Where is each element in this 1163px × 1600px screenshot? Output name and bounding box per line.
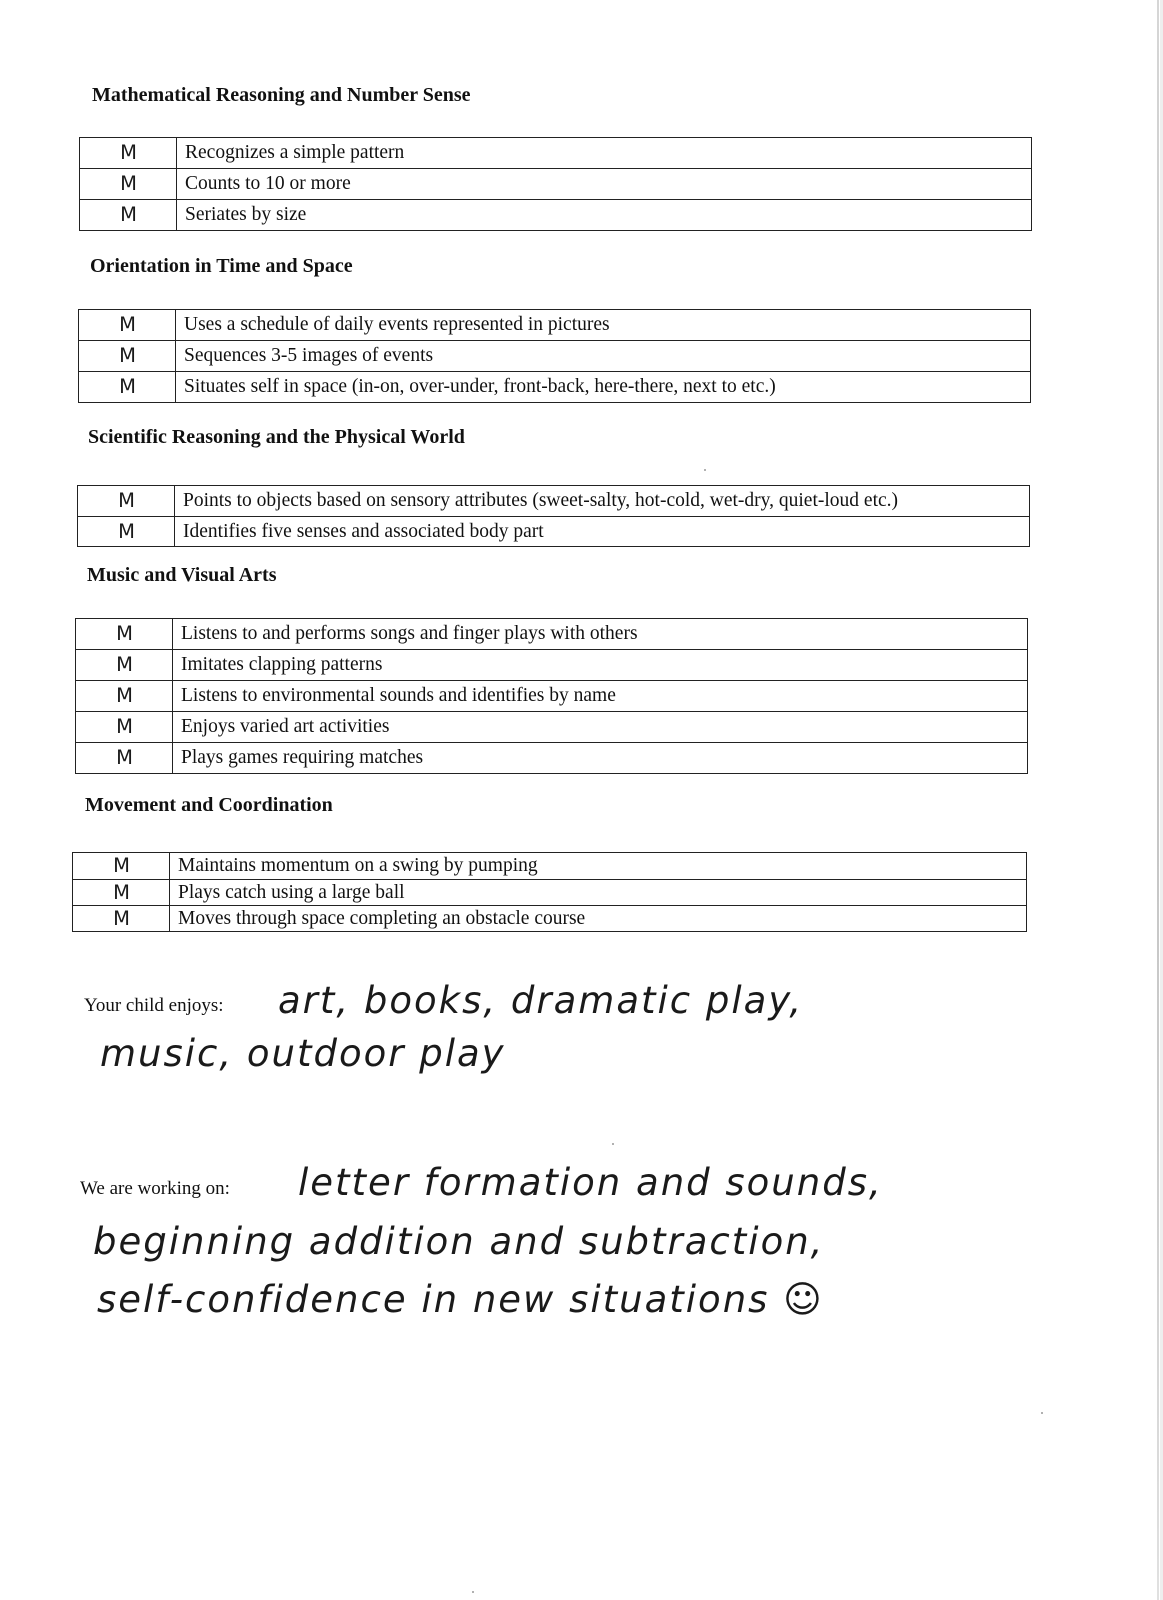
mastery-mark: M [76, 619, 173, 650]
table-row [79, 341, 1031, 372]
working-on-label: We are working on: [80, 1178, 230, 1199]
skill-description: Seriates by size [177, 200, 1032, 231]
skill-description: Situates self in space (in-on, over-under, front-back, here-there, next to etc.) [176, 372, 1031, 403]
mastery-mark: M [73, 853, 170, 880]
mastery-mark: M [73, 880, 170, 906]
working-on-handwritten-line-3: self-confidence in new situations ☺ [97, 1278, 824, 1321]
skill-description: Enjoys varied art activities [173, 712, 1028, 743]
table-row [76, 650, 1028, 681]
table-row [78, 517, 1030, 547]
scan-speck [704, 469, 706, 471]
scan-edge-line [1157, 0, 1159, 1600]
scan-speck [1041, 1412, 1043, 1414]
mastery-mark: M [76, 743, 173, 774]
skill-description: Listens to and performs songs and finger plays with others [173, 619, 1028, 650]
skills-table-math [79, 137, 1032, 231]
skill-description: Listens to environmental sounds and identifies by name [173, 681, 1028, 712]
mastery-mark: M [73, 906, 170, 932]
skill-description: Plays games requiring matches [173, 743, 1028, 774]
table-row [78, 486, 1030, 517]
table-row [79, 310, 1031, 341]
table-row [73, 906, 1027, 932]
section-title-scientific: Scientific Reasoning and the Physical World [88, 426, 465, 448]
enjoys-label: Your child enjoys: [84, 995, 224, 1016]
table-row [80, 138, 1032, 169]
table-row [76, 712, 1028, 743]
section-title-movement: Movement and Coordination [85, 794, 333, 816]
skill-description: Identifies five senses and associated body part [175, 517, 1030, 547]
working-on-handwritten-line-2: beginning addition and subtraction, [93, 1220, 825, 1263]
skill-description: Maintains momentum on a swing by pumping [170, 853, 1027, 880]
table-row [80, 200, 1032, 231]
skills-table-scientific [77, 485, 1030, 547]
section-title-math: Mathematical Reasoning and Number Sense [92, 84, 471, 106]
mastery-mark: M [78, 486, 175, 517]
skill-description: Imitates clapping patterns [173, 650, 1028, 681]
section-title-orientation: Orientation in Time and Space [90, 255, 353, 277]
section-title-music: Music and Visual Arts [87, 564, 277, 586]
skill-description: Counts to 10 or more [177, 169, 1032, 200]
table-row [76, 681, 1028, 712]
skills-table-movement [72, 852, 1027, 932]
skill-description: Sequences 3-5 images of events [176, 341, 1031, 372]
skills-table-orientation [78, 309, 1031, 403]
mastery-mark: M [79, 310, 176, 341]
enjoys-handwritten-line-1: art, books, dramatic play, [278, 979, 804, 1022]
mastery-mark: M [79, 372, 176, 403]
table-row [73, 853, 1027, 880]
mastery-mark: M [76, 650, 173, 681]
mastery-mark: M [78, 517, 175, 547]
table-row [76, 743, 1028, 774]
mastery-mark: M [76, 681, 173, 712]
mastery-mark: M [80, 169, 177, 200]
table-row [79, 372, 1031, 403]
mastery-mark: M [76, 712, 173, 743]
enjoys-handwritten-line-2: music, outdoor play [100, 1032, 506, 1075]
mastery-mark: M [80, 138, 177, 169]
skill-description: Recognizes a simple pattern [177, 138, 1032, 169]
scan-speck [612, 1143, 614, 1145]
scan-speck [472, 1591, 474, 1593]
skill-description: Plays catch using a large ball [170, 880, 1027, 906]
skill-description: Moves through space completing an obstacle course [170, 906, 1027, 932]
table-row [76, 619, 1028, 650]
skill-description: Points to objects based on sensory attributes (sweet-salty, hot-cold, wet-dry, quiet-loud etc.) [175, 486, 1030, 517]
mastery-mark: M [79, 341, 176, 372]
table-row [73, 880, 1027, 906]
skills-table-music [75, 618, 1028, 774]
mastery-mark: M [80, 200, 177, 231]
table-row [80, 169, 1032, 200]
skill-description: Uses a schedule of daily events represented in pictures [176, 310, 1031, 341]
working-on-handwritten-line-1: letter formation and sounds, [298, 1161, 883, 1204]
